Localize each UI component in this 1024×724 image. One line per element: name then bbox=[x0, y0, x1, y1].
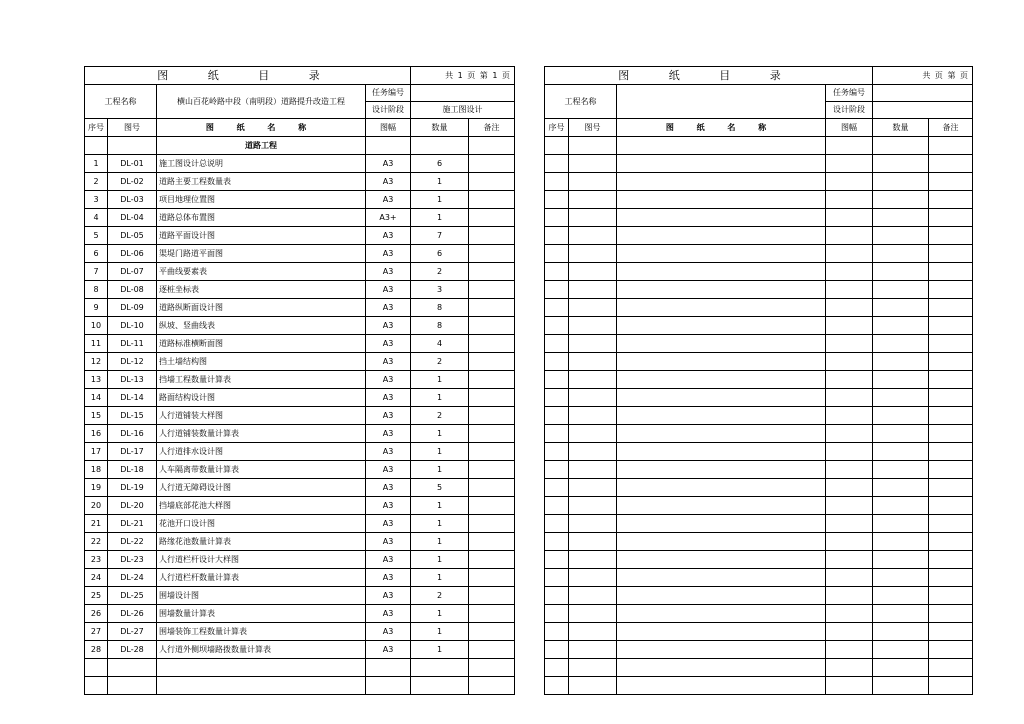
row-drawing-no: DL-09 bbox=[108, 299, 157, 317]
col-name-header: 图 纸 名 称 bbox=[617, 119, 826, 137]
row-note bbox=[469, 533, 515, 551]
row-note bbox=[469, 443, 515, 461]
col-qty-header: 数量 bbox=[411, 119, 469, 137]
row-note bbox=[469, 245, 515, 263]
col-no-header: 图号 bbox=[569, 119, 617, 137]
row-drawing-name: 平曲线要素表 bbox=[157, 263, 366, 281]
table-row bbox=[85, 641, 515, 659]
blank-row bbox=[545, 137, 973, 155]
row-drawing-no: DL-04 bbox=[108, 209, 157, 227]
page-info: 共 页 第 页 bbox=[873, 67, 973, 85]
row-qty: 1 bbox=[411, 191, 469, 209]
row-size: A3 bbox=[366, 587, 411, 605]
table-row bbox=[85, 317, 515, 335]
blank-row bbox=[545, 677, 973, 695]
blank-row bbox=[545, 461, 973, 479]
stage-value: 施工图设计 bbox=[411, 102, 515, 119]
col-size-header: 图幅 bbox=[366, 119, 411, 137]
col-note-header: 备注 bbox=[469, 119, 515, 137]
row-note bbox=[469, 623, 515, 641]
row-qty: 1 bbox=[411, 497, 469, 515]
task-no-label: 任务编号 bbox=[366, 85, 411, 102]
row-note bbox=[469, 407, 515, 425]
row-qty: 6 bbox=[411, 245, 469, 263]
project-label: 工程名称 bbox=[545, 85, 617, 119]
row-drawing-name: 人车隔离带数量计算表 bbox=[157, 461, 366, 479]
title-row bbox=[85, 67, 515, 85]
row-qty: 8 bbox=[411, 317, 469, 335]
row-drawing-name: 人行道无障碍设计图 bbox=[157, 479, 366, 497]
row-seq: 21 bbox=[85, 515, 108, 533]
table-row bbox=[85, 425, 515, 443]
right-catalog-table bbox=[544, 66, 973, 695]
table-row bbox=[85, 407, 515, 425]
row-note bbox=[469, 173, 515, 191]
row-size: A3 bbox=[366, 245, 411, 263]
row-seq: 25 bbox=[85, 587, 108, 605]
row-size: A3 bbox=[366, 155, 411, 173]
row-note bbox=[469, 191, 515, 209]
row-note bbox=[469, 335, 515, 353]
row-drawing-name: 人行道排水设计图 bbox=[157, 443, 366, 461]
blank-row bbox=[545, 335, 973, 353]
row-qty: 1 bbox=[411, 389, 469, 407]
catalog-title: 图 纸 目 录 bbox=[545, 67, 873, 85]
table-row bbox=[85, 191, 515, 209]
col-seq-header: 序号 bbox=[85, 119, 108, 137]
row-drawing-name: 逐桩坐标表 bbox=[157, 281, 366, 299]
catalog-title: 图 纸 目 录 bbox=[85, 67, 411, 85]
row-size: A3 bbox=[366, 533, 411, 551]
row-seq: 27 bbox=[85, 623, 108, 641]
row-note bbox=[469, 227, 515, 245]
row-qty: 1 bbox=[411, 533, 469, 551]
blank-row bbox=[545, 605, 973, 623]
project-name: 横山百花岭路中段（南明段）道路提升改造工程 bbox=[157, 85, 366, 119]
row-note bbox=[469, 425, 515, 443]
blank-row bbox=[545, 479, 973, 497]
blank-row bbox=[545, 245, 973, 263]
row-drawing-no: DL-26 bbox=[108, 605, 157, 623]
row-seq: 9 bbox=[85, 299, 108, 317]
table-row bbox=[85, 461, 515, 479]
task-no-value bbox=[873, 85, 973, 102]
row-size: A3 bbox=[366, 407, 411, 425]
row-drawing-no: DL-11 bbox=[108, 335, 157, 353]
row-qty: 8 bbox=[411, 299, 469, 317]
row-drawing-no: DL-18 bbox=[108, 461, 157, 479]
row-qty: 1 bbox=[411, 371, 469, 389]
col-size-header: 图幅 bbox=[826, 119, 873, 137]
row-drawing-name: 施工图设计总说明 bbox=[157, 155, 366, 173]
row-note bbox=[469, 209, 515, 227]
row-size: A3 bbox=[366, 641, 411, 659]
row-drawing-name: 围墙装饰工程数量计算表 bbox=[157, 623, 366, 641]
project-row-1 bbox=[85, 85, 515, 102]
row-drawing-no: DL-19 bbox=[108, 479, 157, 497]
row-size: A3 bbox=[366, 443, 411, 461]
task-no-label: 任务编号 bbox=[826, 85, 873, 102]
col-note-header: 备注 bbox=[929, 119, 973, 137]
row-qty: 1 bbox=[411, 209, 469, 227]
table-row bbox=[85, 443, 515, 461]
row-size: A3+ bbox=[366, 209, 411, 227]
table-row bbox=[85, 371, 515, 389]
row-drawing-no: DL-25 bbox=[108, 587, 157, 605]
blank-row bbox=[545, 443, 973, 461]
row-size: A3 bbox=[366, 497, 411, 515]
blank-row bbox=[545, 317, 973, 335]
row-drawing-name: 路缘花池数量计算表 bbox=[157, 533, 366, 551]
row-qty: 2 bbox=[411, 407, 469, 425]
row-seq: 13 bbox=[85, 371, 108, 389]
row-seq: 18 bbox=[85, 461, 108, 479]
row-drawing-name: 渠堤门路道平面图 bbox=[157, 245, 366, 263]
row-seq: 20 bbox=[85, 497, 108, 515]
header-row bbox=[545, 119, 973, 137]
row-seq: 26 bbox=[85, 605, 108, 623]
row-seq: 11 bbox=[85, 335, 108, 353]
row-drawing-name: 道路纵断面设计图 bbox=[157, 299, 366, 317]
row-qty: 1 bbox=[411, 425, 469, 443]
row-qty: 1 bbox=[411, 641, 469, 659]
row-drawing-no: DL-05 bbox=[108, 227, 157, 245]
blank-row bbox=[545, 263, 973, 281]
row-drawing-no: DL-15 bbox=[108, 407, 157, 425]
row-seq: 5 bbox=[85, 227, 108, 245]
header-row bbox=[85, 119, 515, 137]
row-drawing-no: DL-14 bbox=[108, 389, 157, 407]
row-note bbox=[469, 317, 515, 335]
row-note bbox=[469, 497, 515, 515]
row-qty: 7 bbox=[411, 227, 469, 245]
table-row bbox=[85, 551, 515, 569]
table-row bbox=[85, 479, 515, 497]
row-seq: 15 bbox=[85, 407, 108, 425]
row-drawing-name: 挡墙底部花池大样图 bbox=[157, 497, 366, 515]
blank-row bbox=[545, 173, 973, 191]
row-drawing-no: DL-07 bbox=[108, 263, 157, 281]
row-drawing-name: 人行道栏杆设计大样图 bbox=[157, 551, 366, 569]
row-drawing-no: DL-10 bbox=[108, 317, 157, 335]
project-name bbox=[617, 85, 826, 119]
row-drawing-name: 围墙数量计算表 bbox=[157, 605, 366, 623]
row-drawing-no: DL-16 bbox=[108, 425, 157, 443]
row-note bbox=[469, 641, 515, 659]
blank-row bbox=[545, 497, 973, 515]
row-drawing-name: 道路平面设计图 bbox=[157, 227, 366, 245]
row-drawing-name: 花池开口设计图 bbox=[157, 515, 366, 533]
row-seq: 23 bbox=[85, 551, 108, 569]
row-drawing-no: DL-12 bbox=[108, 353, 157, 371]
row-drawing-name: 人行道铺装大样图 bbox=[157, 407, 366, 425]
row-drawing-name: 挡墙工程数量计算表 bbox=[157, 371, 366, 389]
blank-row bbox=[85, 659, 515, 677]
row-size: A3 bbox=[366, 389, 411, 407]
row-seq: 24 bbox=[85, 569, 108, 587]
row-size: A3 bbox=[366, 227, 411, 245]
blank-row bbox=[545, 587, 973, 605]
blank-row bbox=[85, 677, 515, 695]
row-drawing-no: DL-28 bbox=[108, 641, 157, 659]
row-seq: 28 bbox=[85, 641, 108, 659]
row-drawing-no: DL-02 bbox=[108, 173, 157, 191]
table-row bbox=[85, 353, 515, 371]
row-drawing-no: DL-08 bbox=[108, 281, 157, 299]
table-row bbox=[85, 299, 515, 317]
blank-row bbox=[545, 641, 973, 659]
row-size: A3 bbox=[366, 281, 411, 299]
row-qty: 2 bbox=[411, 587, 469, 605]
row-drawing-no: DL-22 bbox=[108, 533, 157, 551]
row-drawing-name: 纵坡、竖曲线表 bbox=[157, 317, 366, 335]
row-drawing-name: 人行道外侧坝墙路拨数量计算表 bbox=[157, 641, 366, 659]
row-seq: 10 bbox=[85, 317, 108, 335]
row-note bbox=[469, 371, 515, 389]
blank-row bbox=[545, 533, 973, 551]
row-drawing-no: DL-20 bbox=[108, 497, 157, 515]
row-qty: 1 bbox=[411, 461, 469, 479]
task-no-value bbox=[411, 85, 515, 102]
row-seq: 7 bbox=[85, 263, 108, 281]
row-seq: 14 bbox=[85, 389, 108, 407]
page-info: 共 1 页 第 1 页 bbox=[411, 67, 515, 85]
row-qty: 1 bbox=[411, 515, 469, 533]
col-name-header: 图 纸 名 称 bbox=[157, 119, 366, 137]
row-drawing-name: 路面结构设计图 bbox=[157, 389, 366, 407]
row-drawing-name: 人行道栏杆数量计算表 bbox=[157, 569, 366, 587]
row-drawing-no: DL-24 bbox=[108, 569, 157, 587]
row-drawing-no: DL-13 bbox=[108, 371, 157, 389]
row-drawing-no: DL-17 bbox=[108, 443, 157, 461]
row-drawing-name: 挡土墙结构图 bbox=[157, 353, 366, 371]
table-row bbox=[85, 389, 515, 407]
row-qty: 1 bbox=[411, 569, 469, 587]
col-seq-header: 序号 bbox=[545, 119, 569, 137]
row-size: A3 bbox=[366, 425, 411, 443]
row-seq: 4 bbox=[85, 209, 108, 227]
row-size: A3 bbox=[366, 299, 411, 317]
row-note bbox=[469, 281, 515, 299]
row-size: A3 bbox=[366, 317, 411, 335]
blank-row bbox=[545, 209, 973, 227]
table-row bbox=[85, 533, 515, 551]
row-note bbox=[469, 587, 515, 605]
title-row bbox=[545, 67, 973, 85]
row-size: A3 bbox=[366, 263, 411, 281]
row-seq: 6 bbox=[85, 245, 108, 263]
row-note bbox=[469, 263, 515, 281]
table-row bbox=[85, 569, 515, 587]
table-row bbox=[85, 209, 515, 227]
row-seq: 2 bbox=[85, 173, 108, 191]
table-row bbox=[85, 263, 515, 281]
row-drawing-no: DL-01 bbox=[108, 155, 157, 173]
table-row bbox=[85, 281, 515, 299]
row-size: A3 bbox=[366, 623, 411, 641]
row-size: A3 bbox=[366, 191, 411, 209]
blank-row bbox=[545, 227, 973, 245]
row-size: A3 bbox=[366, 569, 411, 587]
section-row bbox=[85, 137, 515, 155]
blank-row bbox=[545, 623, 973, 641]
row-drawing-no: DL-06 bbox=[108, 245, 157, 263]
row-seq: 22 bbox=[85, 533, 108, 551]
section-title: 道路工程 bbox=[157, 137, 366, 155]
table-row bbox=[85, 515, 515, 533]
row-qty: 1 bbox=[411, 605, 469, 623]
table-row bbox=[85, 227, 515, 245]
row-note bbox=[469, 551, 515, 569]
row-qty: 1 bbox=[411, 623, 469, 641]
row-note bbox=[469, 605, 515, 623]
col-qty-header: 数量 bbox=[873, 119, 929, 137]
blank-row bbox=[545, 551, 973, 569]
table-row bbox=[85, 623, 515, 641]
blank-row bbox=[545, 425, 973, 443]
row-drawing-name: 道路总体布置图 bbox=[157, 209, 366, 227]
row-drawing-no: DL-03 bbox=[108, 191, 157, 209]
row-size: A3 bbox=[366, 515, 411, 533]
row-size: A3 bbox=[366, 551, 411, 569]
table-row bbox=[85, 335, 515, 353]
row-drawing-no: DL-27 bbox=[108, 623, 157, 641]
row-seq: 8 bbox=[85, 281, 108, 299]
table-row bbox=[85, 245, 515, 263]
blank-row bbox=[545, 407, 973, 425]
stage-label: 设计阶段 bbox=[366, 102, 411, 119]
blank-row bbox=[545, 155, 973, 173]
table-row bbox=[85, 173, 515, 191]
row-size: A3 bbox=[366, 605, 411, 623]
row-seq: 3 bbox=[85, 191, 108, 209]
table-row bbox=[85, 497, 515, 515]
table-row bbox=[85, 605, 515, 623]
blank-row bbox=[545, 569, 973, 587]
blank-row bbox=[545, 353, 973, 371]
blank-row bbox=[545, 515, 973, 533]
row-note bbox=[469, 515, 515, 533]
table-row bbox=[85, 587, 515, 605]
blank-row bbox=[545, 659, 973, 677]
row-qty: 4 bbox=[411, 335, 469, 353]
stage-label: 设计阶段 bbox=[826, 102, 873, 119]
blank-row bbox=[545, 281, 973, 299]
row-size: A3 bbox=[366, 173, 411, 191]
row-size: A3 bbox=[366, 353, 411, 371]
blank-row bbox=[545, 299, 973, 317]
row-drawing-name: 项目地理位置图 bbox=[157, 191, 366, 209]
left-catalog-table bbox=[84, 66, 515, 695]
row-note bbox=[469, 461, 515, 479]
blank-row bbox=[545, 371, 973, 389]
row-drawing-name: 围墙设计图 bbox=[157, 587, 366, 605]
row-note bbox=[469, 155, 515, 173]
row-qty: 2 bbox=[411, 263, 469, 281]
row-drawing-no: DL-23 bbox=[108, 551, 157, 569]
row-note bbox=[469, 353, 515, 371]
row-seq: 19 bbox=[85, 479, 108, 497]
row-qty: 5 bbox=[411, 479, 469, 497]
table-row bbox=[85, 155, 515, 173]
row-note bbox=[469, 389, 515, 407]
row-qty: 2 bbox=[411, 353, 469, 371]
stage-value bbox=[873, 102, 973, 119]
row-note bbox=[469, 479, 515, 497]
row-note bbox=[469, 299, 515, 317]
row-seq: 1 bbox=[85, 155, 108, 173]
row-size: A3 bbox=[366, 371, 411, 389]
row-seq: 16 bbox=[85, 425, 108, 443]
row-drawing-name: 人行道铺装数量计算表 bbox=[157, 425, 366, 443]
row-qty: 1 bbox=[411, 443, 469, 461]
project-row-1 bbox=[545, 85, 973, 102]
blank-row bbox=[545, 191, 973, 209]
row-drawing-no: DL-21 bbox=[108, 515, 157, 533]
row-drawing-name: 道路主要工程数量表 bbox=[157, 173, 366, 191]
row-size: A3 bbox=[366, 461, 411, 479]
row-qty: 1 bbox=[411, 551, 469, 569]
row-qty: 1 bbox=[411, 173, 469, 191]
row-qty: 3 bbox=[411, 281, 469, 299]
row-seq: 17 bbox=[85, 443, 108, 461]
row-drawing-name: 道路标准横断面图 bbox=[157, 335, 366, 353]
col-no-header: 图号 bbox=[108, 119, 157, 137]
row-size: A3 bbox=[366, 479, 411, 497]
row-seq: 12 bbox=[85, 353, 108, 371]
project-label: 工程名称 bbox=[85, 85, 157, 119]
row-note bbox=[469, 569, 515, 587]
blank-row bbox=[545, 389, 973, 407]
row-size: A3 bbox=[366, 335, 411, 353]
row-qty: 6 bbox=[411, 155, 469, 173]
